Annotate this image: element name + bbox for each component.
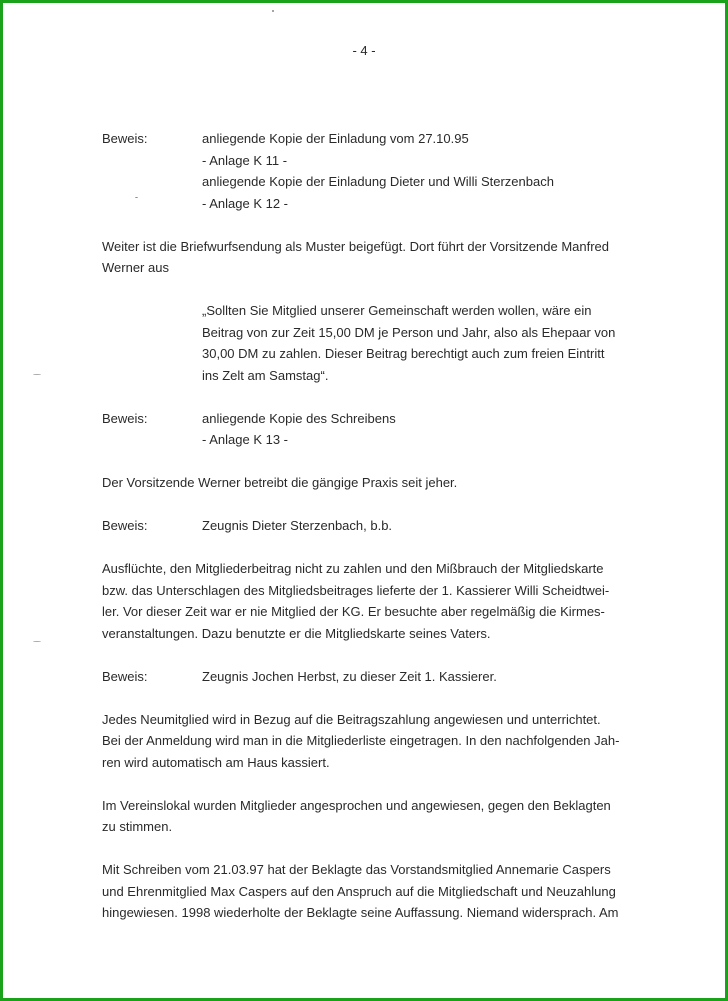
- evidence-label: Beweis:: [102, 518, 148, 533]
- text-line: und Ehrenmitglied Max Caspers auf den Anspruch auf die Mitgliedschaft und Neuzahlung: [102, 883, 616, 899]
- evidence-line: Zeugnis Jochen Herbst, zu dieser Zeit 1. Kassierer.: [202, 668, 497, 684]
- text-line: Bei der Anmeldung wird man in die Mitgliederliste eingetragen. In den nachfolgenden Jah-: [102, 733, 620, 748]
- text-line: hingewiesen. 1998 wiederholte der Beklagte seine Auffassung. Niemand widersprach. Am: [102, 905, 619, 920]
- paragraph: [102, 859, 632, 924]
- paragraph: [102, 795, 632, 838]
- evidence-block: [102, 515, 632, 537]
- text-line: Werner aus: [102, 260, 169, 275]
- document-body: [102, 128, 632, 924]
- block-quote: [202, 300, 632, 386]
- quote-line: Beitrag von zur Zeit 15,00 DM je Person und Jahr, also als Ehepaar von: [202, 324, 616, 340]
- text-line: Jedes Neumitglied wird in Bezug auf die Beitragszahlung angewiesen und unterrichtet.: [102, 711, 601, 727]
- text-line: bzw. das Unterschlagen des Mitgliedsbeitrages lieferte der 1. Kassierer Willi Scheidtwei-: [102, 582, 610, 598]
- evidence-line: - Anlage K 11 -: [202, 152, 288, 168]
- quote-line: 30,00 DM zu zahlen. Dieser Beitrag berechtigt auch zum freien Eintritt: [202, 346, 605, 361]
- quote-line: „Sollten Sie Mitglied unserer Gemeinschaft werden wollen, wäre ein: [202, 303, 592, 318]
- text-line: zu stimmen.: [102, 819, 173, 834]
- text-line: veranstaltungen. Dazu benutzte er die Mitgliedskarte seines Vaters.: [102, 625, 491, 641]
- evidence-label: Beweis:: [102, 668, 148, 684]
- text-line: Weiter ist die Briefwurfsendung als Muster beigefügt. Dort führt der Vorsitzende Manfred: [102, 238, 610, 254]
- evidence-line: - Anlage K 13 -: [202, 432, 288, 447]
- page-number: - 4 -: [352, 43, 376, 58]
- evidence-block: [102, 408, 632, 451]
- paragraph: [102, 236, 632, 279]
- text-line: ler. Vor dieser Zeit war er nie Mitglied der KG. Er besuchte aber regelmäßig die Kirmes-: [102, 604, 605, 619]
- evidence-label: Beweis:: [102, 131, 148, 146]
- text-line: Ausflüchte, den Mitgliederbeitrag nicht zu zahlen und den Mißbrauch der Mitgliedskarte: [102, 561, 604, 576]
- evidence-line: - Anlage K 12 -: [202, 195, 288, 211]
- quote-line: ins Zelt am Samstag“.: [202, 367, 329, 383]
- paragraph: [102, 558, 632, 644]
- evidence-line: anliegende Kopie des Schreibens: [202, 410, 396, 426]
- evidence-line: anliegende Kopie der Einladung Dieter und Willi Sterzenbach: [202, 174, 554, 189]
- text-line: Mit Schreiben vom 21.03.97 hat der Beklagte das Vorstandsmitglied Annemarie Caspers: [102, 862, 611, 877]
- evidence-block: [102, 128, 632, 214]
- evidence-block: [102, 666, 632, 688]
- text-line: Im Vereinslokal wurden Mitglieder angesprochen und angewiesen, gegen den Beklagten: [102, 797, 611, 813]
- scan-speck: [33, 641, 41, 642]
- paragraph: Der Vorsitzende Werner betreibt die gängige Praxis seit jeher.: [102, 475, 458, 490]
- evidence-label: Beweis:: [102, 410, 148, 426]
- text-line: ren wird automatisch am Haus kassiert.: [102, 754, 330, 770]
- paragraph: [102, 709, 632, 774]
- scan-speck: [272, 10, 274, 12]
- scan-speck: [33, 374, 41, 375]
- evidence-line: Zeugnis Dieter Sterzenbach, b.b.: [202, 518, 393, 533]
- evidence-line: anliegende Kopie der Einladung vom 27.10.95: [202, 131, 469, 146]
